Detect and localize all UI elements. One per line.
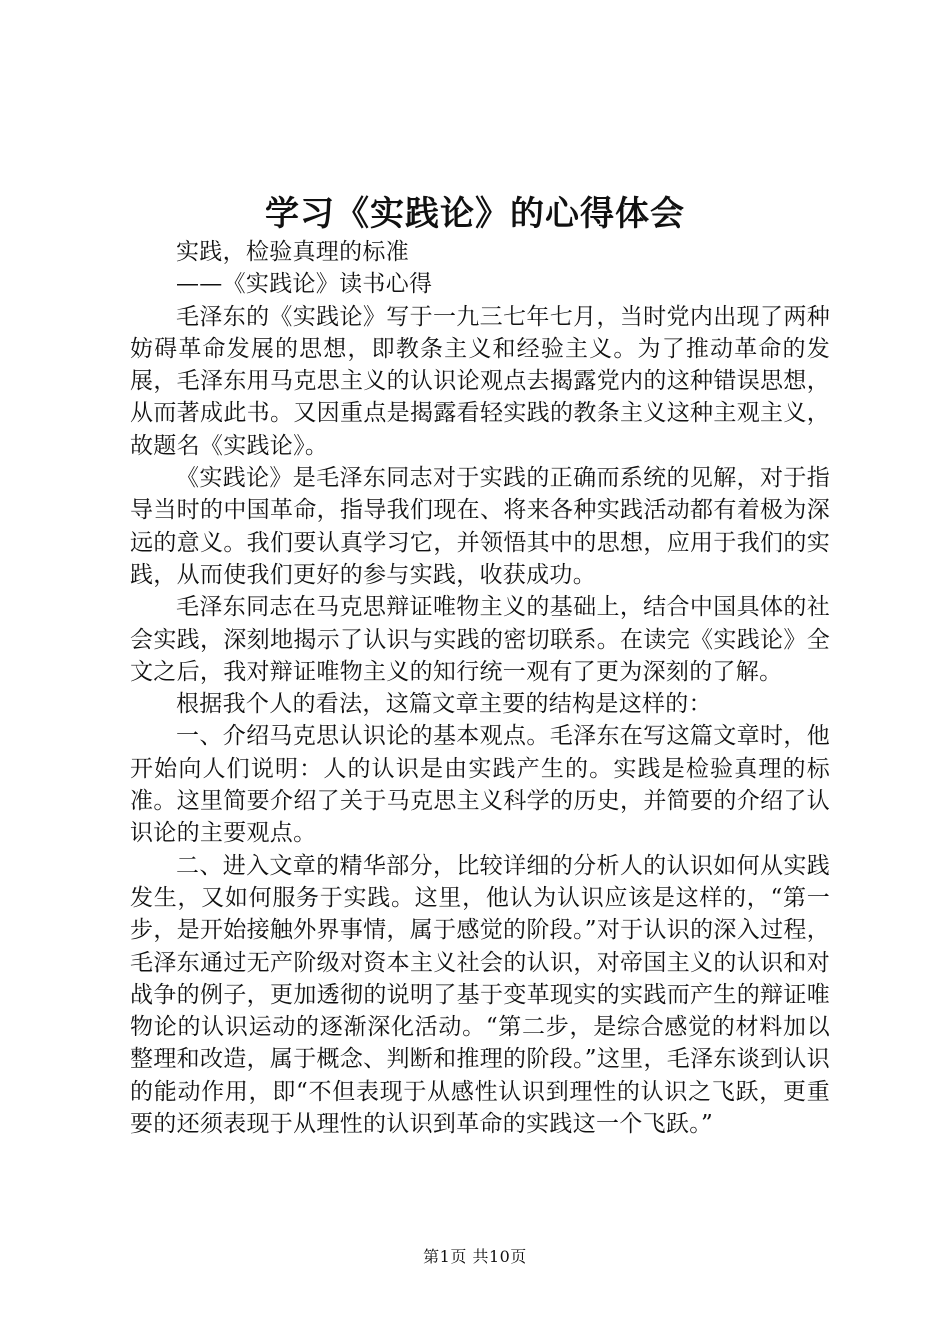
document-title: 学习《实践论》的心得体会 <box>265 194 685 234</box>
document-body <box>130 236 830 1140</box>
paragraph: 毛泽东的《实践论》写于一九三七年七月，当时党内出现了两种妨碍革命发展的思想，即教条主义和经验主义。为了推动革命的发展，毛泽东用马克思主义的认识论观点去揭露党内的这种错误思想，从而著成此书。又因重点是揭露看轻实践的教条主义这种主观主义，故题名《实践论》。 <box>130 303 830 459</box>
paragraph: 根据我个人的看法，这篇文章主要的结构是这样的： <box>176 691 712 718</box>
subtitle-line: 实践，检验真理的标准 <box>176 239 409 265</box>
paragraph: 《实践论》是毛泽东同志对于实践的正确而系统的见解，对于指导当时的中国革命，指导我们现在、将来各种实践活动都有着极为深远的意义。我们要认真学习它，并领悟其中的思想，应用于我们的实践，从而使我们更好的参与实践，收获成功。 <box>130 465 830 588</box>
paragraph: 二、进入文章的精华部分，比较详细的分析人的认识如何从实践发生，又如何服务于实践。这里，他认为认识应该是这样的，“第一步，是开始接触外界事情，属于感觉的阶段。”对于认识的深入过程，毛泽东通过无产阶级对资本主义社会的认识，对帝国主义的认识和对战争的例子，更加透彻的说明了基于变革现实的实践而产生的辩证唯物论的认识运动的逐渐深化活动。“第二步，是综合感觉的材料加以整理和改造，属于概念、判断和推理的阶段。”这里，毛泽东谈到认识的能动作用，即“不但表现于从感性认识到理性的认识之飞跃，更重要的还须表现于从理性的认识到革命的实践这一个飞跃。” <box>130 852 830 1138</box>
page-footer: 第1页 共10页 <box>423 1247 527 1266</box>
paragraph: 毛泽东同志在马克思辩证唯物主义的基础上，结合中国具体的社会实践，深刻地揭示了认识与实践的密切联系。在读完《实践论》全文之后，我对辩证唯物主义的知行统一观有了更为深刻的了解。 <box>130 594 830 685</box>
paragraph: 一、介绍马克思认识论的基本观点。毛泽东在写这篇文章时，他开始向人们说明：人的认识是由实践产生的。实践是检验真理的标准。这里简要介绍了关于马克思主义科学的历史，并简要的介绍了认识论的主要观点。 <box>130 723 830 847</box>
subtitle-byline: ——《实践论》读书心得 <box>176 271 433 298</box>
